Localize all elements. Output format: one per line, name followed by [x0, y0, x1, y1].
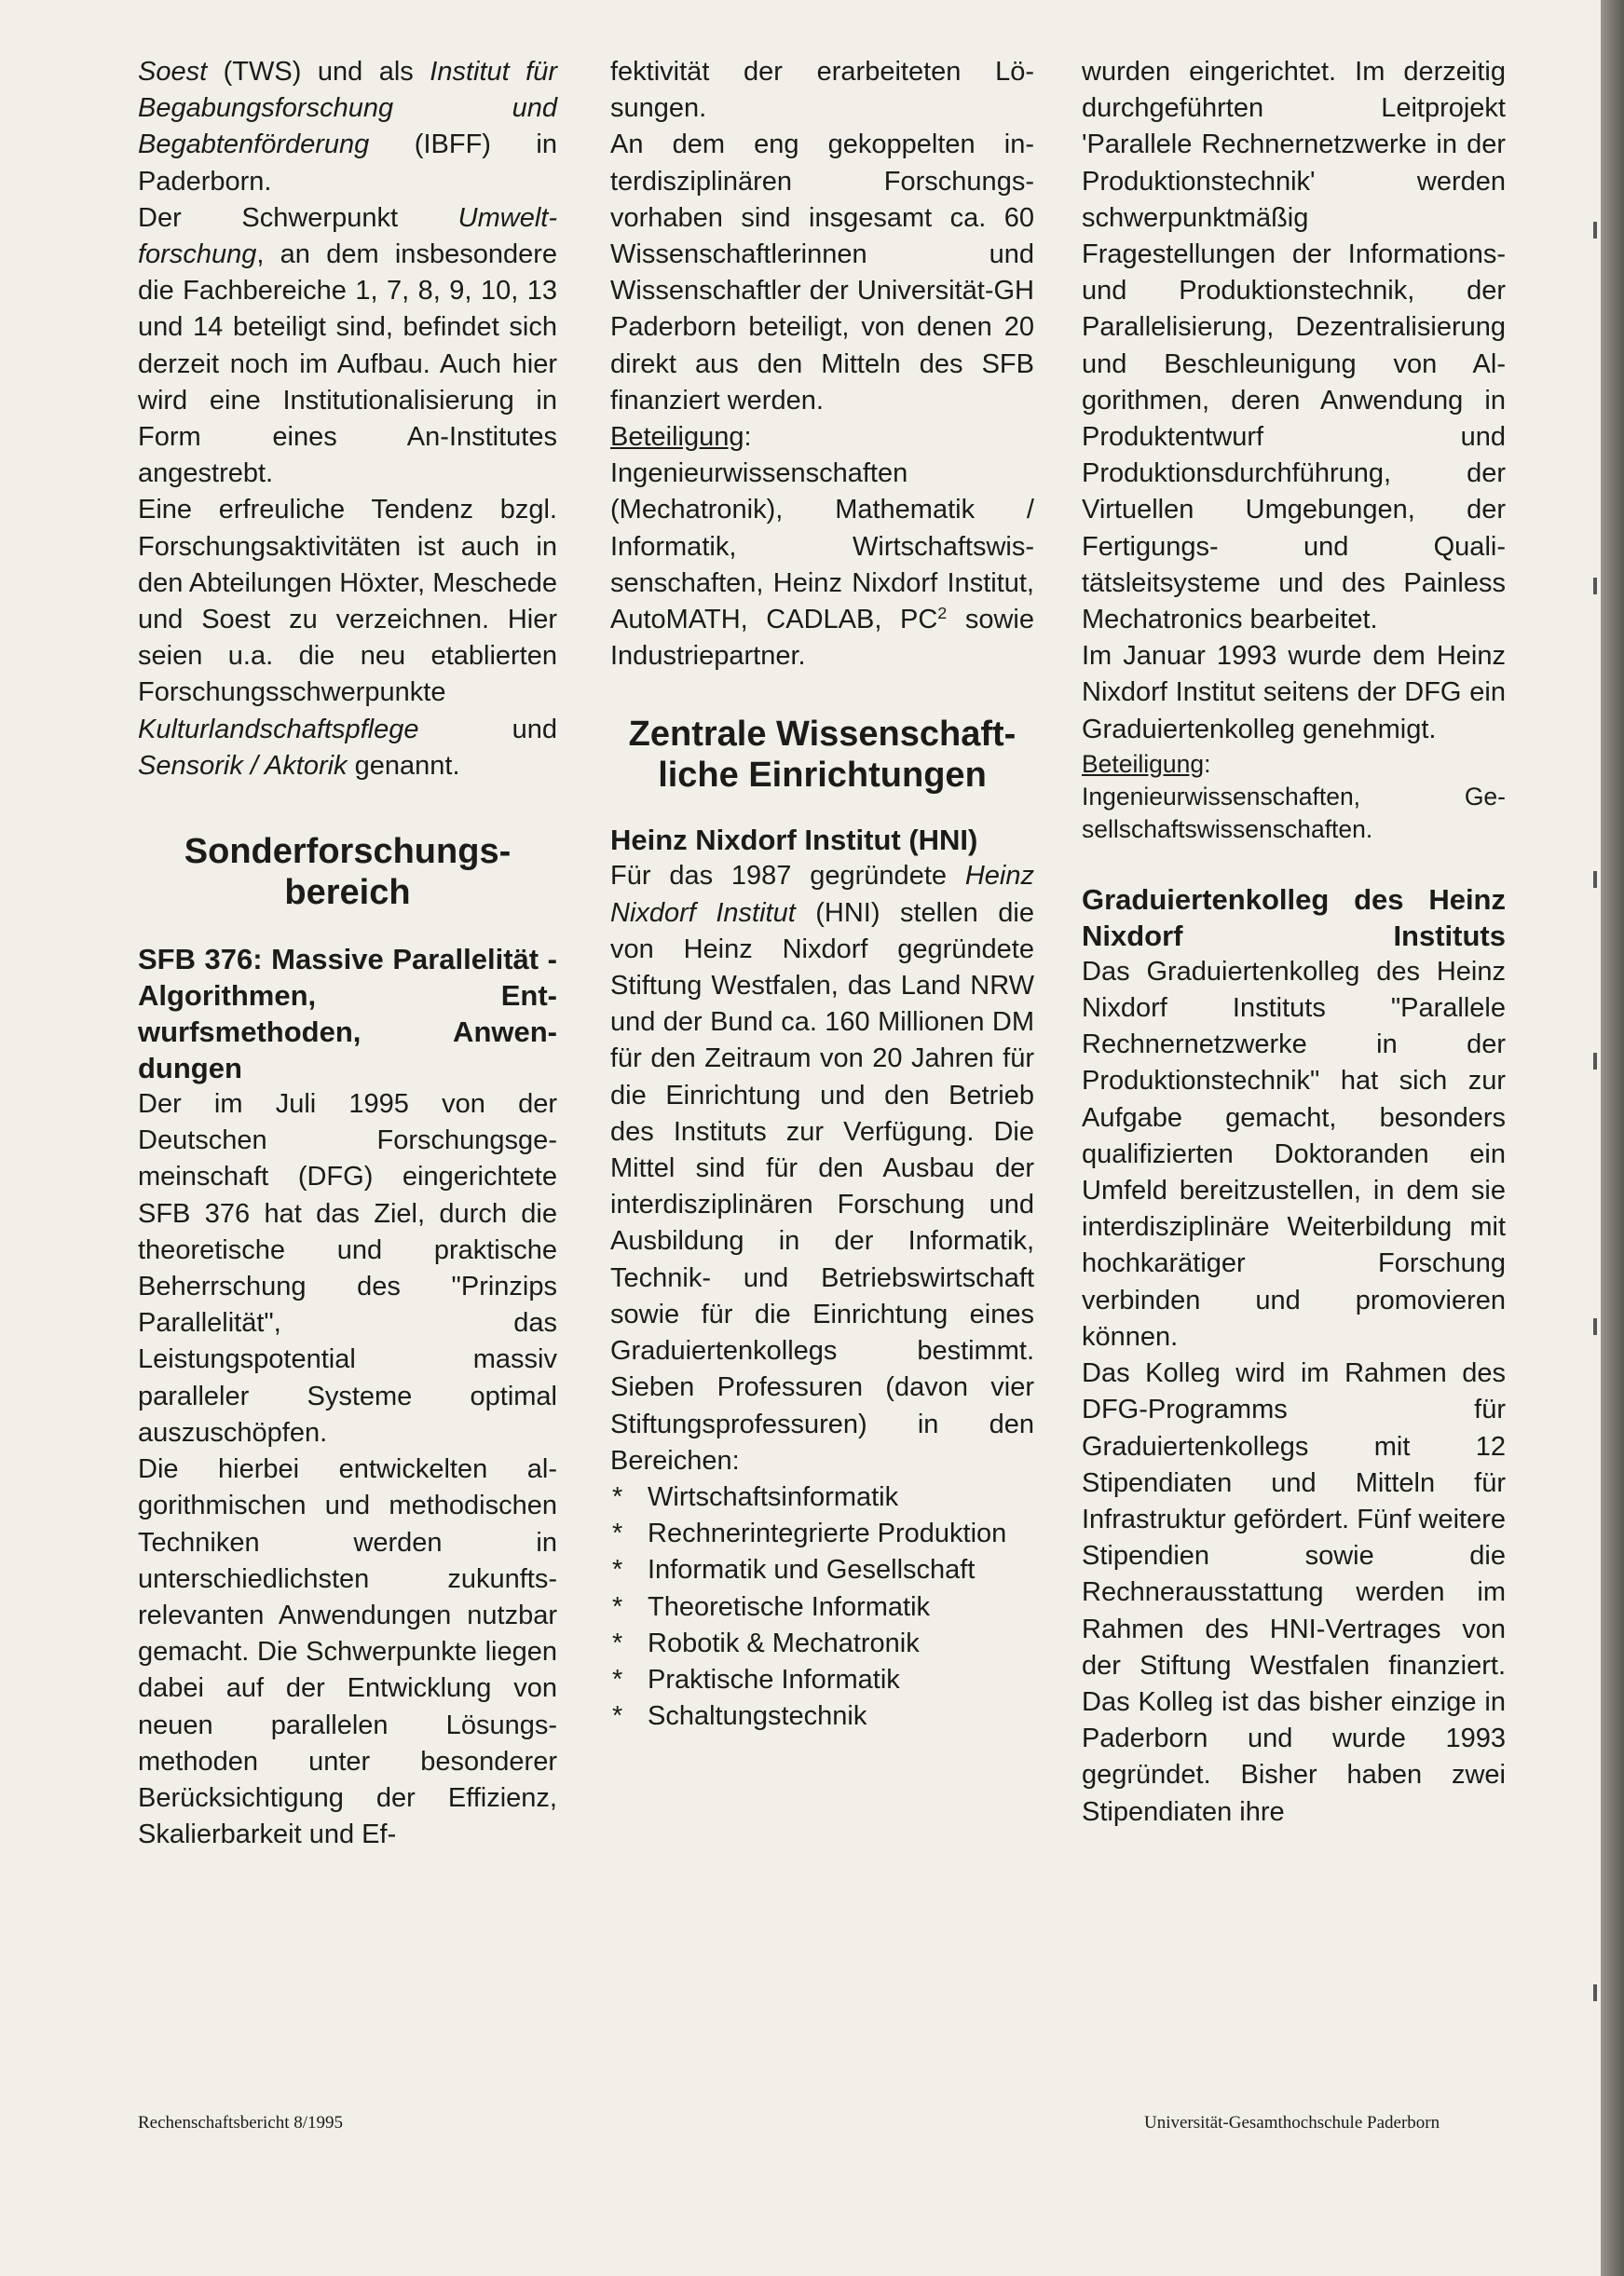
paragraph-hni: Für das 1987 gegründete Heinz Nixdorf Institut (HNI) stellen die von Heinz Nixdorf gegründete Stiftung Westfalen, das Land NRW und der Bund ca. 160 Millionen DM für den Zeitraum von 20 Jahren für die Einrichtung und den Betrieb des Instituts zur Verfügung. Die Mittel sind für den Ausbau der interdisziplinären Forschung und Ausbildung in der Informatik, Technik- und Betriebswirtschaft sowie für die Einrichtung eines Graduiertenkollegs bestimmt. Sieben Professuren (davon vier Stiftungsprofessuren) in den Bereichen: [610, 861, 1034, 1476]
beteiligung-label: Beteiligung: [1082, 749, 1211, 778]
column-1 [138, 54, 557, 1853]
paragraph-sfb-techniken: Die hierbei entwickelten algorithmischen und methodischen Techniken werden in unterschiedlichsten zukunftsrelevanten Anwendungen nutzbar gemacht. Die Schwerpunkte liegen dabei auf der Entwicklung von neuen parallelen Lösungsmethoden unter besonderer Berücksichtigung der Effizienz, Skalierbarkeit und Ef- [138, 1454, 557, 1850]
heading-graduiertenkolleg: Graduiertenkolleg des Heinz Nixdorf Instituts [1082, 882, 1506, 952]
list-item: * Rechnerintegrierte Produktion [610, 1516, 1034, 1552]
list-item: * Schaltungstechnik [610, 1698, 1034, 1735]
list-item: * Theoretische Informatik [610, 1589, 1034, 1626]
paragraph-graduiertenkolleg-genehmigt: Im Januar 1993 wurde dem Heinz Nixdorf Institut seitens der DFG ein Graduiertenkolleg genehmigt. [1082, 641, 1506, 744]
paragraph-institutes: Soest (TWS) und als Institut für Begabungsforschung und Begabtenförderung (IBFF) in Paderborn. [138, 57, 558, 197]
paragraph-effektivitaet: fektivität der erarbeiteten Lösungen. [610, 57, 1034, 124]
edge-mark [1593, 871, 1597, 888]
list-item: * Wirtschaftsinformatik [610, 1479, 1034, 1516]
edge-mark [1593, 1053, 1597, 1070]
paragraph-leitprojekt: wurden eingerichtet. Im derzeitig durchgeführten Leitprojekt 'Parallele Rechnernetzwerke in der Produktionstechnik' werden schwerpunktmäßig Fragestellungen der Informations- und Produktionstechnik, der Parallelisierung, Dezentralisierung und Beschleunigung von Algorithmen, deren Anwendung in Produktentwurf und Produktionsdurchführung, der Virtuellen Umgebungen, der Fertigungs- und Qualitätsleitsysteme und des Painless Mechatronics bearbeitet. [1082, 57, 1506, 635]
beteiligung-label: Beteiligung: [610, 422, 752, 453]
professuren-list [610, 1479, 1034, 1735]
edge-mark [1593, 1984, 1597, 2001]
paragraph-kolleg-aufgabe: Das Graduiertenkolleg des Heinz Nixdorf Instituts "Parallele Rechnernetzwerke in der Produktionstechnik" hat sich zur Aufgabe gemacht, besonders qualifizierten Doktoranden ein Umfeld bereitzustellen, in dem sie interdisziplinäre Weiterbildung mit hochkarätiger Forschung verbinden und promovieren können. [1082, 956, 1506, 1352]
edge-mark [1593, 1318, 1597, 1335]
heading-sonderforschungsbereich: Sonderforschungsbereich [184, 832, 512, 913]
list-item: * Praktische Informatik [610, 1662, 1034, 1698]
paragraph-umweltforschung: Der Schwerpunkt Umweltforschung, an dem insbesondere die Fachbereiche 1, 7, 8, 9, 10, 13 und 14 beteiligt sind, befindet sich derzeit noch im Aufbau. Auch hier wird eine Institutionalisierung in Form eines An-Institutes angestrebt. [138, 202, 557, 489]
footer-report-title: Rechenschaftsbericht 8/1995 [138, 2113, 344, 2133]
column-3 [1082, 54, 1506, 1831]
list-item: * Informatik und Gesellschaft [610, 1552, 1034, 1588]
paragraph-beteiligung-kolleg: Ingenieurwissenschaften, Gesellschaftswissenschaften. [1082, 782, 1506, 843]
paragraph-sfb-intro: Der im Juli 1995 von der Deutschen Forschungsgemeinschaft (DFG) eingerichtete SFB 376 hat das Ziel, durch die theoretische und praktische Beherrschung des "Prinzips Parallelität", das Leistungspotential massiv paralleler Systeme optimal auszuschöpfen. [138, 1089, 557, 1448]
paragraph-kolleg-foerderung: Das Kolleg wird im Rahmen des DFG-Programms für Graduiertenkollegs mit 12 Stipendiaten und Mitteln für Infrastruktur gefördert. Fünf weitere Stipendien sowie die Rechnerausstattung werden im Rahmen des HNI-Vertrages von der Stiftung Westfalen finanziert. Das Kolleg ist das bisher einzige in Paderborn und wurde 1993 gegründet. Bisher haben zwei Stipendiaten ihre [1082, 1358, 1506, 1827]
paragraph-forschungsvorhaben: An dem eng gekoppelten interdisziplinären Forschungsvorhaben sind insgesamt ca. 60 Wissenschaftlerinnen und Wissenschaftler der Universität-GH Paderborn beteiligt, von denen 20 direkt aus den Mitteln des SFB finanziert werden. [610, 129, 1034, 416]
heading-hni: Heinz Nixdorf Institut (HNI) [610, 824, 978, 857]
book-spine-shadow [1601, 0, 1624, 2276]
edge-mark [1593, 578, 1597, 594]
heading-sfb-376: SFB 376: Massive Parallelität - Algorithmen, Entwurfsmethoden, Anwendungen [138, 943, 557, 1085]
footer-university: Universität-Gesamthochschule Paderborn [1144, 2113, 1440, 2133]
paragraph-beteiligung-sfb: Ingenieurwissenschaften (Mechatronik), Mathematik / Informatik, Wirtschaftswissenschaften, Heinz Nixdorf Institut, AutoMATH, CADLAB, $PC^2$ sowie Industriepartner. [610, 458, 1035, 672]
page-edge-marks [1593, 0, 1599, 2276]
list-item: * Robotik & Mechatronik [610, 1626, 1034, 1662]
heading-zentrale-einrichtungen: Zentrale Wissenschaftliche Einrichtungen [628, 715, 1017, 796]
edge-mark [1593, 222, 1597, 239]
paragraph-abteilungen: Eine erfreuliche Tendenz bzgl. Forschungsaktivitäten ist auch in den Abteilungen Höxter, Meschede und Soest zu verzeichnen. Hier seien u.a. die neu etablierten Forschungsschwerpunkte Kulturlandschaftspflege und Sensorik / Aktorik genannt. [138, 495, 557, 781]
column-2 [610, 54, 1034, 1735]
